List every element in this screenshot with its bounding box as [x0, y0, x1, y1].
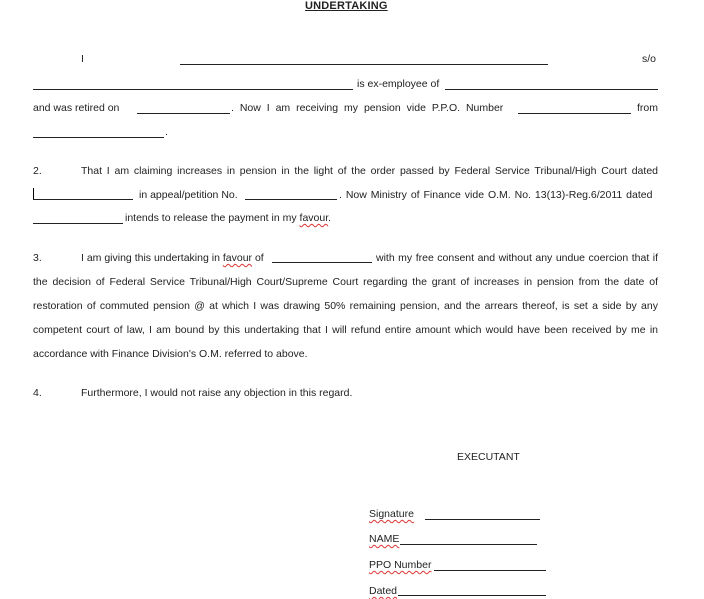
para4-text: Furthermore, I would not raise any objection in this regard. [81, 387, 353, 399]
para2-line1: That I am claiming increases in pension in the light of the order passed by Federal Service Tribunal/High Court dated [81, 165, 658, 177]
consent-label: with my free consent and without any undue coercion that if [376, 252, 658, 264]
from-blank[interactable] [33, 137, 164, 138]
father-name-blank[interactable] [33, 89, 353, 90]
para2-end: . [328, 212, 332, 224]
signature-label: Signature [369, 508, 414, 520]
para3-line3: restoration of commuted pension @ at which I was drawing 50% remaining pension, and the arrears thereof, is set a side by any [33, 300, 658, 312]
executant-ppo-blank[interactable] [434, 570, 546, 571]
giving-label: I am giving this undertaking in [81, 252, 220, 264]
of-label: of [254, 252, 264, 264]
executant-heading: EXECUTANT [457, 451, 520, 463]
name-label: NAME [369, 533, 400, 545]
dated-blank[interactable] [398, 595, 546, 596]
intends-label: intends to release the payment in my [125, 212, 297, 224]
pronoun-i: I [81, 53, 84, 65]
retired-date-blank[interactable] [137, 113, 230, 114]
para1-end: . [165, 126, 168, 138]
para3-line4: competent court of law, I am bound by this undertaking that I will refund entire amount which would have been received by me in [33, 324, 658, 336]
favour-word-2: favour [222, 252, 253, 264]
om-date-blank[interactable] [33, 223, 123, 224]
para3-line5: accordance with Finance Division's O.M. referred to above. [33, 348, 308, 360]
ministry-label: . Now Ministry of Finance vide O.M. No. 13(13)-Reg.6/2011 dated [339, 189, 653, 201]
petition-no-blank[interactable] [245, 199, 337, 200]
favour-of-blank[interactable] [272, 262, 372, 263]
name-blank[interactable] [180, 64, 548, 65]
ppo-label: PPO Number [369, 559, 432, 571]
employer-blank[interactable] [445, 89, 658, 90]
favour-word: favour [299, 212, 329, 224]
order-date-blank[interactable] [33, 199, 133, 200]
pension-label: . Now I am receiving my pension vide P.P.O. Number [231, 102, 504, 114]
ppo-blank[interactable] [518, 113, 631, 114]
appeal-label: in appeal/petition No. [139, 189, 238, 201]
document-title: UNDERTAKING [305, 0, 388, 12]
giving-line [81, 252, 264, 264]
intends-line [125, 212, 331, 224]
para4-number: 4. [33, 387, 42, 399]
so-label: s/o [642, 53, 657, 65]
ex-employee-label: is ex-employee of [357, 78, 440, 90]
para3-line2: the decision of Federal Service Tribunal/High Court/Supreme Court regarding the grant of increases in pension from the date of [33, 276, 658, 288]
from-label: from [637, 102, 658, 114]
para3-number: 3. [33, 252, 42, 264]
retired-label: and was retired on [33, 102, 120, 114]
signature-blank[interactable] [425, 519, 540, 520]
executant-name-blank[interactable] [400, 544, 537, 545]
para2-number: 2. [33, 165, 42, 177]
dated-label: Dated [369, 585, 398, 597]
